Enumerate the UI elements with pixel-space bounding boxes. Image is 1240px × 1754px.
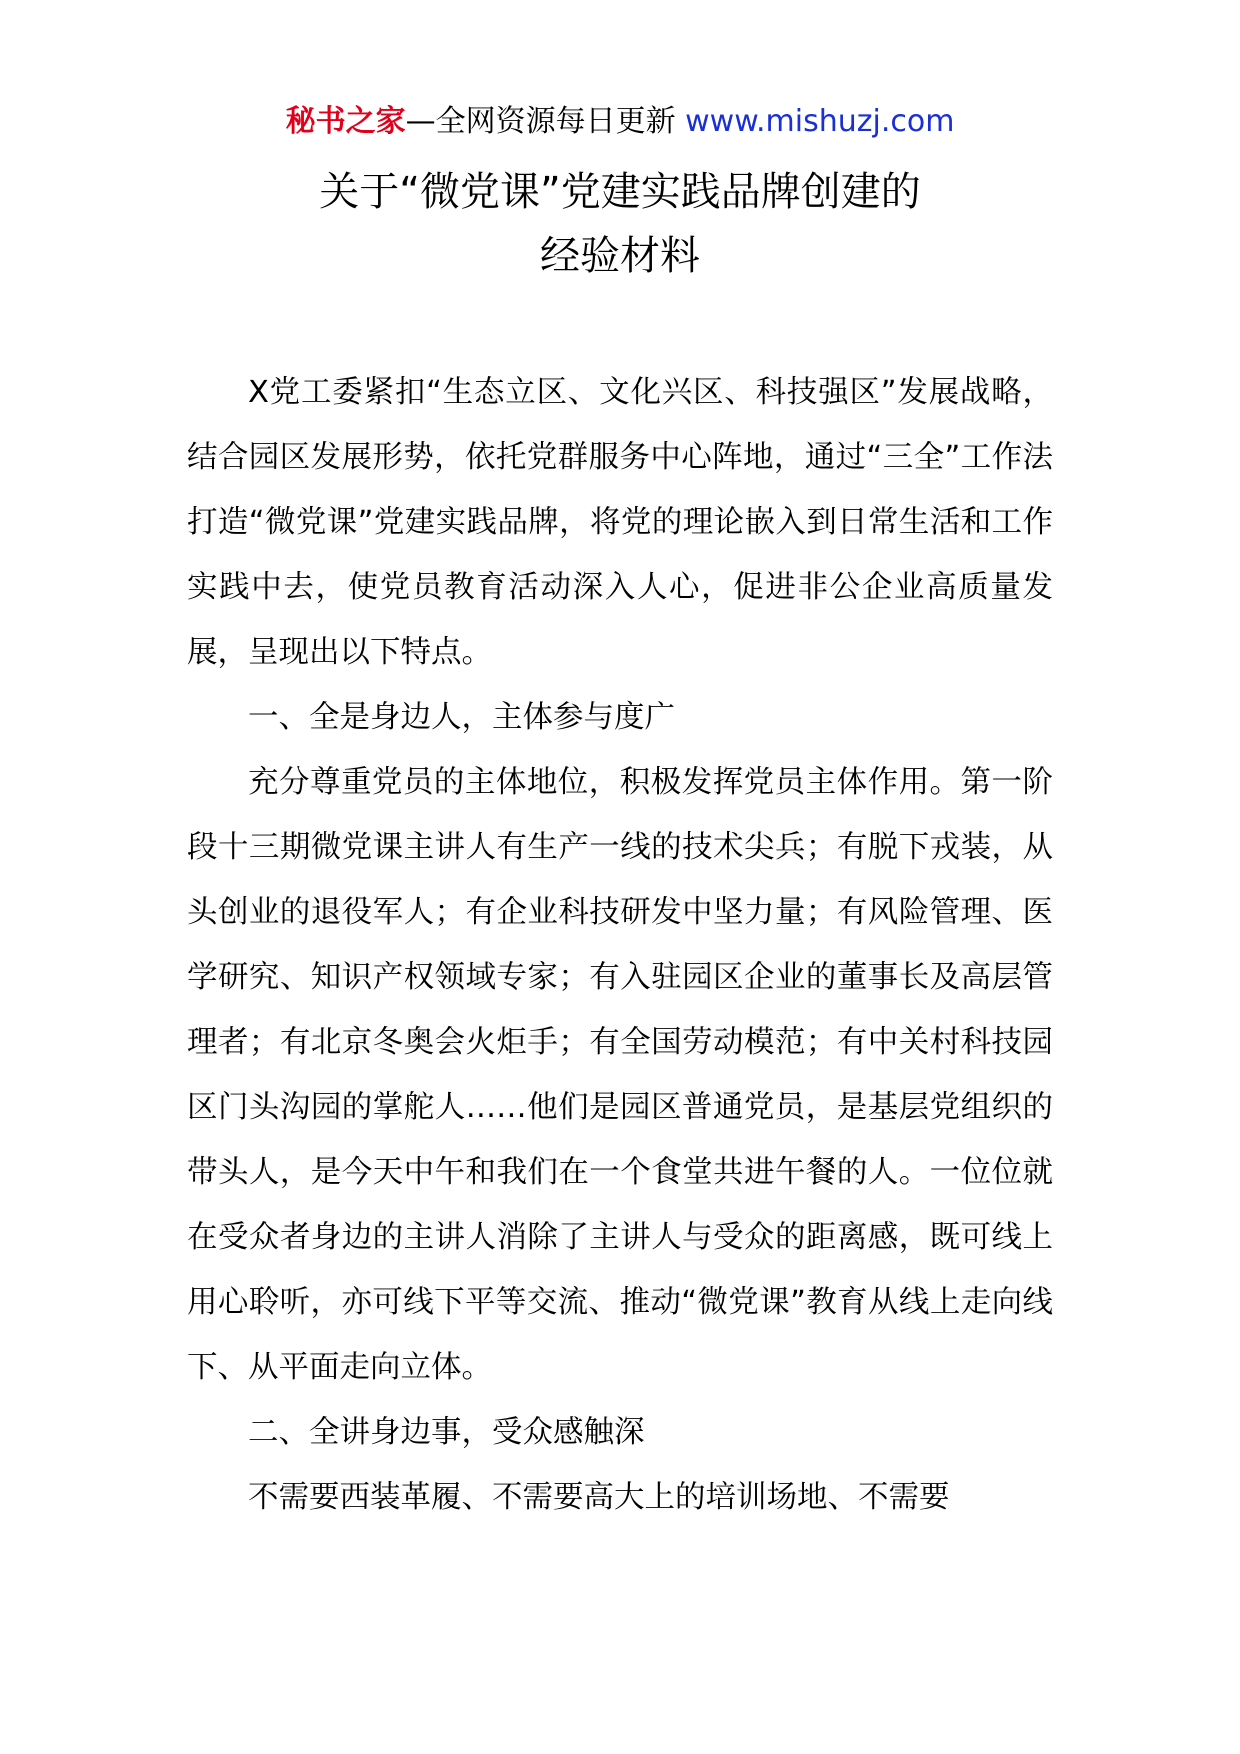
title-line-1: 关于“微党课”党建实践品牌创建的 [319,169,921,215]
paragraph-section-2: 不需要西装革履、不需要高大上的培训场地、不需要 [248,1480,950,1515]
section-heading-2: 二、全讲身边事，受众感触深 [248,1415,645,1450]
header-banner [0,100,1240,144]
paragraph-section-1: 充分尊重党员的主体地位，积极发挥党员主体作用。第一阶段十三期微党课主讲人有生产一线的技术尖兵；有脱下戎装，从头创业的退役军人；有企业科技研发中坚力量；有风险管理、医学研究、知识产权领域专家；有入驻园区企业的董事长及高层管理者；有北京冬奥会火炬手；有全国劳动模范；有中关村科技园区门头沟园的掌舵人……他们是园区普通党员，是基层党组织的带头人，是今天中午和我们在一个食堂共进午餐的人。一位位就在受众者身边的主讲人消除了主讲人与受众的距离感，既可线上用心聆听，亦可线下平等交流、推动“微党课”教育从线上走向线下、从平面走向立体。 [187,765,1053,1385]
document-body [187,360,1053,1530]
section-heading-1: 一、全是身边人，主体参与度广 [248,700,675,735]
document-title [0,160,1240,288]
title-line-2: 经验材料 [540,233,700,279]
site-url[interactable]: www.mishuzj.com [685,104,955,139]
header-tagline: —全网资源每日更新 [405,104,676,139]
paragraph-intro: X党工委紧扣“生态立区、文化兴区、科技强区”发展战略，结合园区发展形势，依托党群服务中心阵地，通过“三全”工作法打造“微党课”党建实践品牌，将党的理论嵌入到日常生活和工作实践中去，使党员教育活动深入人心，促进非公企业高质量发展，呈现出以下特点。 [187,375,1053,670]
brand-name: 秘书之家 [285,104,406,139]
